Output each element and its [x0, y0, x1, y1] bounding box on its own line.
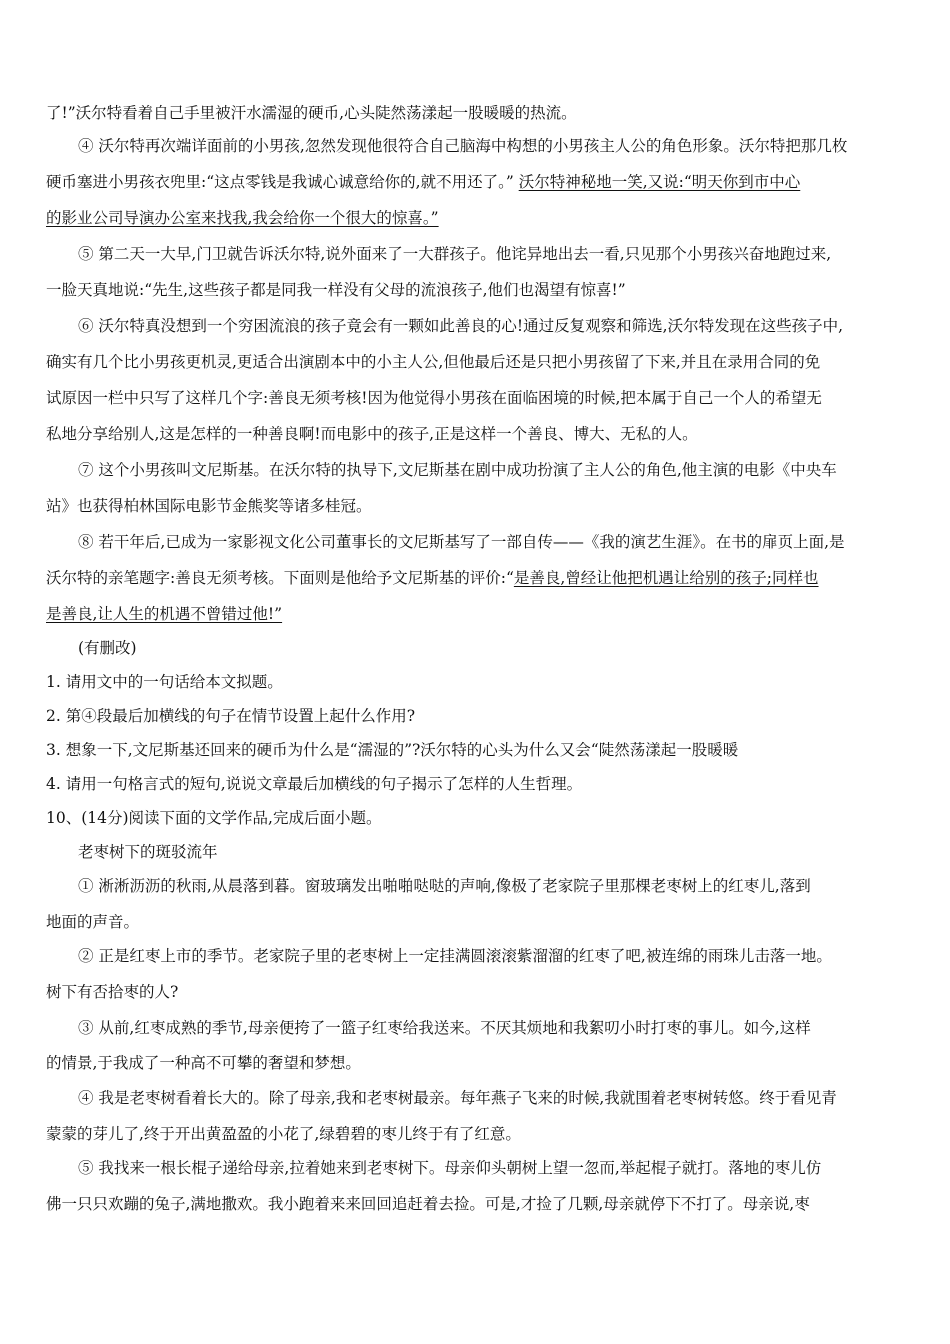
essay-paragraph-2: ② 正是红枣上市的季节。老家院子里的老枣树上一定挂满圆滚滚紫溜溜的红枣了吧,被连绵的雨珠儿击落一地。	[78, 947, 832, 965]
question-1: 1. 请用文中的一句话给本文拟题。	[46, 673, 283, 691]
story-line: 站》也获得柏林国际电影节金熊奖等诸多桂冠。	[46, 497, 372, 515]
section-10-heading: 10、(14分)阅读下面的文学作品,完成后面小题。	[46, 809, 382, 827]
story-line: 试原因一栏中只写了这样几个字:善良无须考核!因为他觉得小男孩在面临困境的时候,把本属于自己一个人的希望无	[46, 389, 822, 407]
underlined-sentence: 的影业公司导演办公室来找我,我会给你一个很大的惊喜。”	[46, 209, 439, 227]
underlined-sentence: 是善良,曾经让他把机遇让给别的孩子;同样也	[513, 569, 819, 587]
question-4: 4. 请用一句格言式的短句,说说文章最后加横线的句子揭示了怎样的人生哲理。	[46, 775, 583, 793]
essay-paragraph-3: ③ 从前,红枣成熟的季节,母亲便挎了一篮子红枣给我送来。不厌其烦地和我絮叨小时打枣的事儿。如今,这样	[78, 1019, 811, 1037]
underlined-sentence: 是善良,让人生的机遇不曾错过他!”	[46, 605, 283, 623]
underlined-sentence: 沃尔特神秘地一笑,又说:“明天你到市中心	[518, 173, 801, 191]
essay-paragraph-1: ① 淅淅沥沥的秋雨,从晨落到暮。窗玻璃发出啪啪哒哒的声响,像极了老家院子里那棵老枣树上的红枣儿,落到	[78, 877, 811, 895]
story-line: 私地分享给别人,这是怎样的一种善良啊!而电影中的孩子,正是这样一个善良、博大、无私的人。	[46, 425, 698, 443]
essay-line: 蒙蒙的芽儿了,终于开出黄盈盈的小花了,绿碧碧的枣儿终于有了红意。	[46, 1125, 521, 1143]
essay-line: 地面的声音。	[46, 913, 140, 931]
source-note: (有删改)	[78, 639, 137, 657]
story-paragraph-8: ⑧ 若干年后,已成为一家影视文化公司董事长的文尼斯基写了一部自传——《我的演艺生涯》。在书的扉页上面,是	[78, 533, 845, 551]
story-line	[46, 568, 904, 588]
story-line: 了!”沃尔特看着自己手里被汗水濡湿的硬币,心头陡然荡漾起一股暖暖的热流。	[46, 104, 577, 122]
essay-paragraph-5: ⑤ 我找来一根长棍子递给母亲,拉着她来到老枣树下。母亲仰头朝树上望一忽而,举起棍子就打。落地的枣儿仿	[78, 1159, 822, 1177]
story-paragraph-6: ⑥ 沃尔特真没想到一个穷困流浪的孩子竟会有一颗如此善良的心!通过反复观察和筛选,沃尔特发现在这些孩子中,	[78, 317, 844, 335]
essay-paragraph-4: ④ 我是老枣树看着长大的。除了母亲,我和老枣树最亲。每年燕子飞来的时候,我就围着老枣树转悠。终于看见青	[78, 1089, 837, 1107]
story-paragraph-7: ⑦ 这个小男孩叫文尼斯基。在沃尔特的执导下,文尼斯基在剧中成功扮演了主人公的角色,他主演的电影《中央车	[78, 461, 837, 479]
story-line: 确实有几个比小男孩更机灵,更适合出演剧本中的小主人公,但他最后还是只把小男孩留了下来,并且在录用合同的免	[46, 353, 821, 371]
story-text: 沃尔特的亲笔题字:善良无须考核。下面则是他给予文尼斯基的评价:“	[46, 569, 514, 587]
story-paragraph-4: ④ 沃尔特再次端详面前的小男孩,忽然发现他很符合自己脑海中构想的小男孩主人公的角色形象。沃尔特把那几枚	[78, 137, 848, 155]
essay-line: 的情景,于我成了一种高不可攀的奢望和梦想。	[46, 1054, 361, 1072]
essay-line: 佛一只只欢蹦的兔子,满地撒欢。我小跑着来来回回追赶着去捡。可是,才捡了几颗,母亲就停下不打了。母亲说,枣	[46, 1195, 810, 1213]
essay-line: 树下有否拾枣的人?	[46, 983, 179, 1001]
story-line	[46, 172, 904, 192]
story-line: 一脸天真地说:“先生,这些孩子都是同我一样没有父母的流浪孩子,他们也渴望有惊喜!”	[46, 281, 626, 299]
question-2: 2. 第④段最后加横线的句子在情节设置上起什么作用?	[46, 707, 416, 725]
essay-title: 老枣树下的斑驳流年	[78, 843, 218, 861]
question-3: 3. 想象一下,文尼斯基还回来的硬币为什么是“濡湿的”?沃尔特的心头为什么又会“陡然荡漾起一股暖暖	[46, 741, 739, 759]
story-paragraph-5: ⑤ 第二天一大早,门卫就告诉沃尔特,说外面来了一大群孩子。他诧异地出去一看,只见那个小男孩兴奋地跑过来,	[78, 245, 832, 263]
story-text: 硬币塞进小男孩衣兜里:“这点零钱是我诚心诚意给你的,就不用还了。”	[46, 173, 519, 191]
